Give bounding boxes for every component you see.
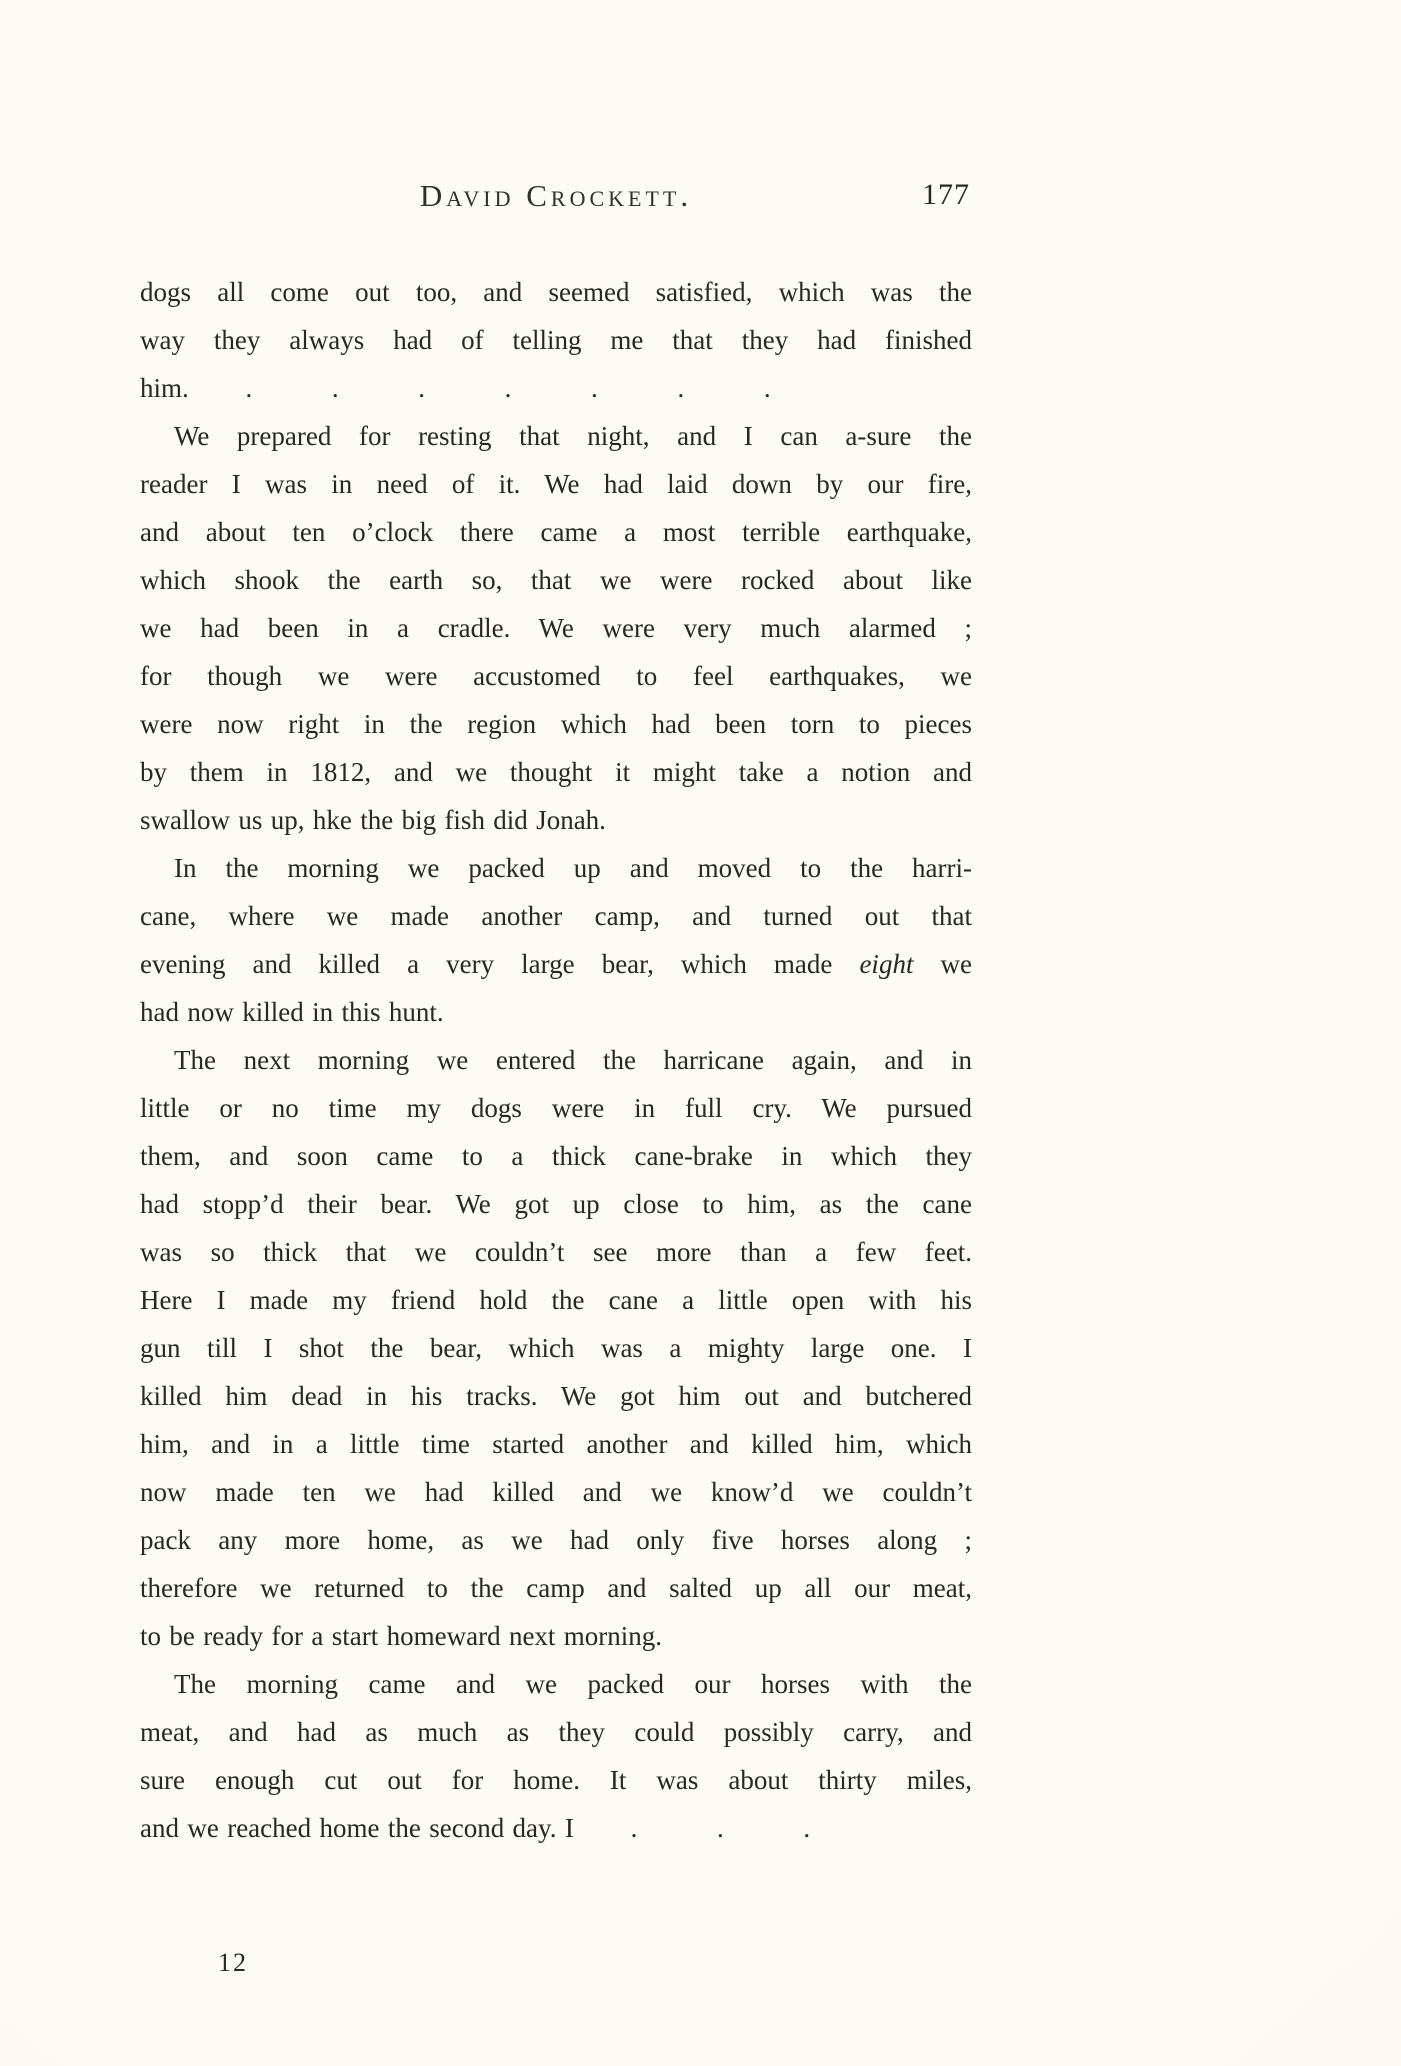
text-line: was so thick that we couldn’t see more than a few feet.	[140, 1237, 972, 1267]
text-line: swallow us up, hke the big fish did Jonah.	[140, 805, 606, 835]
text-line: them, and soon came to a thick cane-brake in which they	[140, 1141, 972, 1171]
text-line: and we reached home the second day. I . . .	[140, 1813, 811, 1843]
text-line: gun till I shot the bear, which was a mighty large one. I	[140, 1333, 972, 1363]
text-line: him, and in a little time started another and killed him, which	[140, 1429, 972, 1459]
text-line: to be ready for a start homeward next morning.	[140, 1621, 663, 1651]
text-line: little or no time my dogs were in full cry. We pursued	[140, 1093, 972, 1123]
text-line: had now killed in this hunt.	[140, 997, 444, 1027]
paragraph	[140, 412, 972, 844]
chapter-running-title: David Crockett.	[419, 178, 693, 213]
text-line: dogs all come out too, and seemed satisfied, which was the	[140, 277, 972, 307]
text-column	[140, 178, 972, 1852]
text-line: him. . . . . . . .	[140, 373, 771, 403]
text-line: for though we were accustomed to feel earthquakes, we	[140, 661, 972, 691]
signature-mark: 12	[218, 1948, 248, 1977]
text-line: and about ten o’clock there came a most terrible earthquake,	[140, 517, 972, 547]
text-line: meat, and had as much as they could possibly carry, and	[140, 1717, 972, 1747]
text-line: therefore we returned to the camp and salted up all our meat,	[140, 1573, 972, 1603]
spaced-periods: . . . . . . .	[245, 373, 771, 403]
text-line: In the morning we packed up and moved to the harri-	[174, 853, 972, 883]
text-line: by them in 1812, and we thought it might take a notion and	[140, 757, 972, 787]
text-line: The next morning we entered the harricane again, and in	[174, 1045, 972, 1075]
text-line: had stopp’d their bear. We got up close to him, as the cane	[140, 1189, 972, 1219]
text-line: The morning came and we packed our horses with the	[174, 1669, 972, 1699]
text-line: pack any more home, as we had only five horses along ;	[140, 1525, 972, 1555]
page-number: 177	[922, 178, 970, 211]
text-line: reader I was in need of it. We had laid down by our fire,	[140, 469, 972, 499]
text-line: sure enough cut out for home. It was about thirty miles,	[140, 1765, 972, 1795]
text-line: evening and killed a very large bear, which made eight we	[140, 949, 972, 979]
spaced-periods: . . .	[630, 1813, 811, 1843]
paragraph	[140, 268, 972, 412]
text-line: cane, where we made another camp, and turned out that	[140, 901, 972, 931]
text-block	[140, 268, 972, 1852]
text-line: we had been in a cradle. We were very much alarmed ;	[140, 613, 972, 643]
text-line: We prepared for resting that night, and I can a-sure the	[174, 421, 972, 451]
text-line: now made ten we had killed and we know’d we couldn’t	[140, 1477, 972, 1507]
text-line: which shook the earth so, that we were rocked about like	[140, 565, 972, 595]
text-line: Here I made my friend hold the cane a little open with his	[140, 1285, 972, 1315]
text-line: killed him dead in his tracks. We got him out and butchered	[140, 1381, 972, 1411]
text-line: way they always had of telling me that they had finished	[140, 325, 972, 355]
paragraph	[140, 1036, 972, 1660]
running-head	[140, 178, 972, 218]
text-line: were now right in the region which had been torn to pieces	[140, 709, 972, 739]
paragraph	[140, 1660, 972, 1852]
paragraph	[140, 844, 972, 1036]
